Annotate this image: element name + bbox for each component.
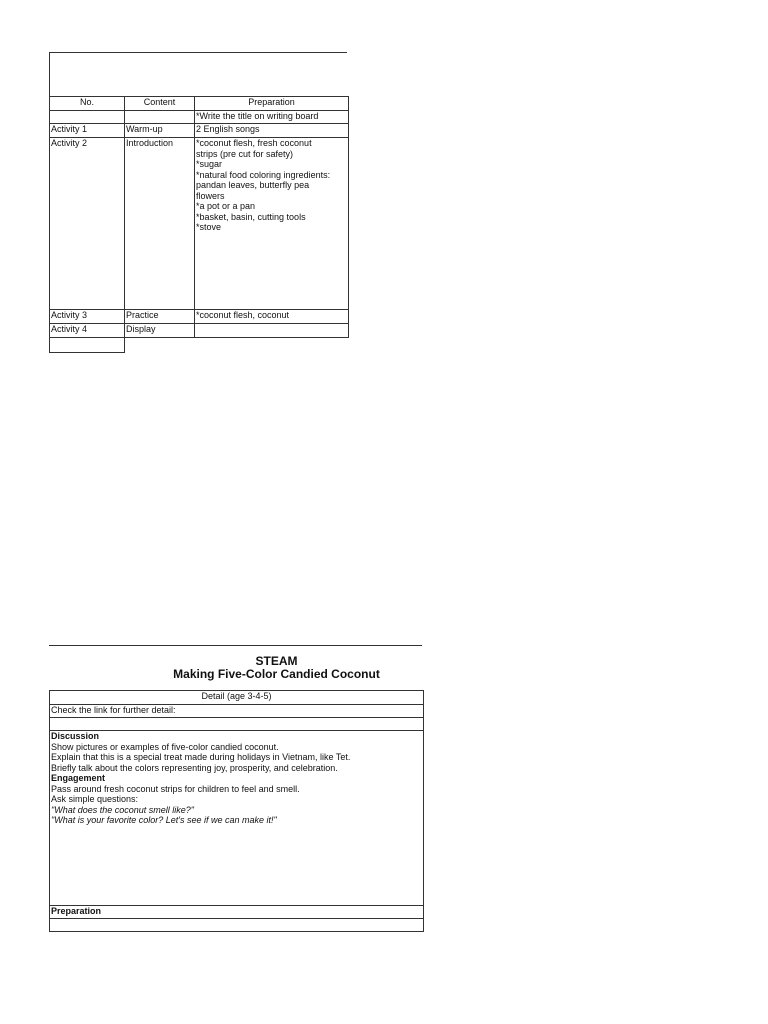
cell-preparation: *Write the title on writing board [195, 111, 349, 124]
cell-preparation: 2 English songs [195, 124, 349, 138]
link-row [50, 705, 424, 718]
discussion-cell [50, 731, 424, 906]
cell-no: Activity 1 [50, 124, 125, 138]
discussion-heading: Discussion [51, 731, 100, 741]
cell-content: Display [125, 324, 195, 338]
header-content: Content [125, 97, 195, 111]
header-preparation: Preparation [195, 97, 349, 111]
preparation-heading: Preparation [50, 906, 424, 919]
header-no: No. [50, 97, 125, 111]
cell-preparation: *coconut flesh, fresh coconut strips (pre cut for safety) *sugar *natural food coloring ingredients: pandan leaves, butterfly pea flowers *a pot or a pan *basket, basin, cutting tools *stove [195, 138, 349, 310]
detail-header-row [50, 691, 424, 705]
preparation-row [50, 906, 424, 919]
cell-content [125, 111, 195, 124]
table-row [50, 124, 349, 138]
cell-no: Activity 2 [50, 138, 125, 310]
link-text: Check the link for further detail: [50, 705, 424, 718]
cell-preparation: *coconut flesh, coconut [195, 310, 349, 324]
sheet-1-top-border [49, 52, 347, 53]
table-row [50, 324, 349, 338]
blank-cell [50, 718, 424, 731]
cell-content: Introduction [125, 138, 195, 310]
engagement-line: Ask simple questions: [51, 794, 139, 804]
blank-cell [50, 919, 424, 932]
sheet-1-left-border [49, 52, 50, 96]
cell-no: Activity 3 [50, 310, 125, 324]
discussion-line: Briefly talk about the colors representing joy, prosperity, and celebration. [51, 762, 338, 773]
question-line: "What is your favorite color? Let's see if we can make it!" [51, 815, 277, 825]
question-line: "What does the coconut smell like?" [51, 804, 194, 815]
activities-table [49, 96, 349, 338]
discussion-row [50, 731, 424, 906]
cell-content: Warm-up [125, 124, 195, 138]
cell-no: Activity 4 [50, 324, 125, 338]
cell-no [50, 111, 125, 124]
cell-content: Practice [125, 310, 195, 324]
detail-header: Detail (age 3-4-5) [50, 691, 424, 705]
page-subtitle: Making Five-Color Candied Coconut [173, 667, 380, 681]
engagement-line: Pass around fresh coconut strips for children to feel and smell. [51, 783, 300, 794]
empty-cell [49, 338, 125, 353]
page-title: STEAM [255, 654, 298, 668]
blank-row [50, 718, 424, 731]
blank-row [50, 919, 424, 932]
table-row [50, 310, 349, 324]
table-row [50, 111, 349, 124]
detail-table [49, 690, 424, 932]
discussion-line: Explain that this is a special treat made during holidays in Vietnam, like Tet. [51, 752, 351, 762]
engagement-heading: Engagement [51, 773, 106, 783]
table-header-row [50, 97, 349, 111]
table-row [50, 138, 349, 310]
sheet-2-top-border [49, 645, 422, 646]
discussion-line: Show pictures or examples of five-color candied coconut. [51, 741, 279, 752]
cell-preparation [195, 324, 349, 338]
